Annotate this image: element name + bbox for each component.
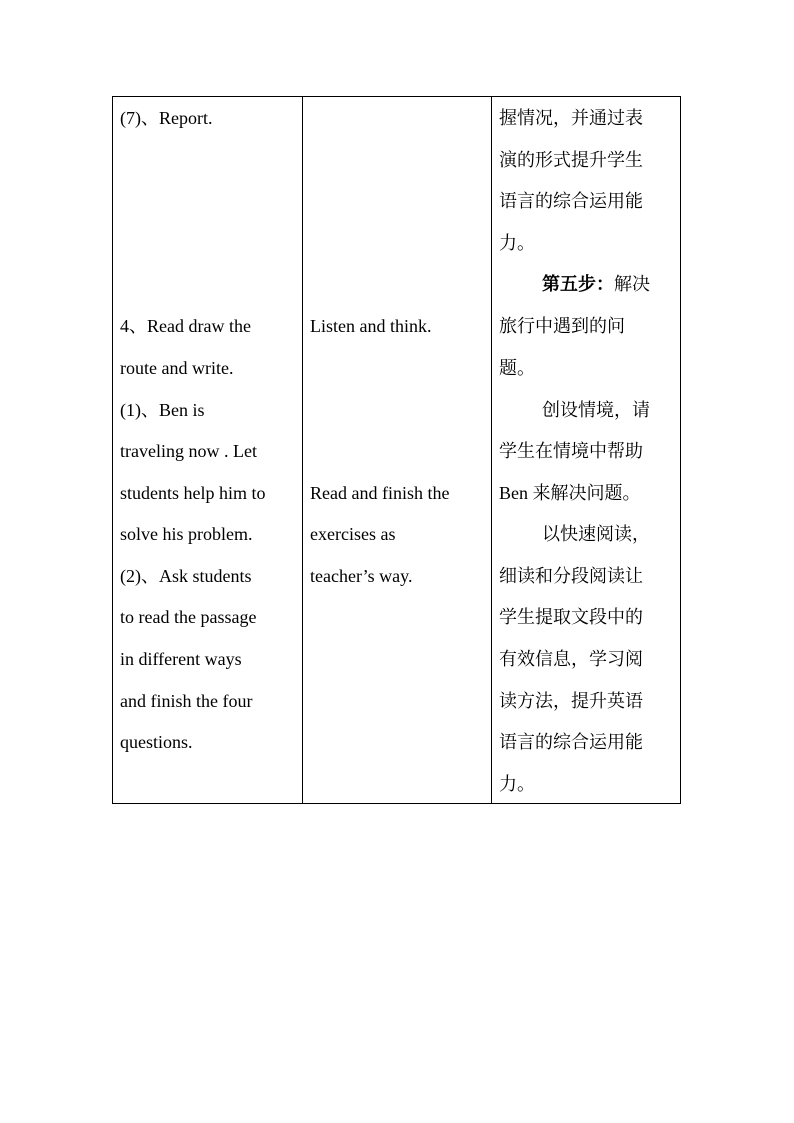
purpose-line: 力。 [499, 774, 535, 794]
teacher-line: (1)、Ben is [120, 400, 205, 420]
purpose-line: 语言的综合运用能 [499, 732, 643, 752]
student-line: exercises as [310, 524, 396, 544]
purpose-line: 读方法，提升英语 [499, 691, 643, 711]
student-line: Listen and think. [310, 316, 432, 336]
purpose-line: 以快速阅读， [542, 524, 650, 544]
lesson-plan-table [112, 96, 681, 804]
teacher-line: to read the passage [120, 607, 257, 627]
purpose-line: 创设情境，请 [542, 400, 650, 420]
student-activity-cell [303, 97, 492, 804]
student-line: teacher’s way. [310, 566, 413, 586]
purpose-line: 学生在情境中帮助 [499, 441, 643, 461]
teacher-line: questions. [120, 732, 193, 752]
purpose-line: 演的形式提升学生 [499, 150, 643, 170]
step-five-heading [499, 263, 676, 305]
purpose-line: 学生提取文段中的 [499, 607, 643, 627]
purpose-line: 题。 [499, 358, 535, 378]
teacher-line: 4、Read draw the [120, 316, 251, 336]
step-five-text: 解决 [614, 274, 650, 294]
purpose-line: Ben 来解决问题。 [499, 483, 641, 503]
teacher-line: (7)、Report. [120, 108, 213, 128]
purpose-line: 旅行中遇到的问 [499, 316, 625, 336]
purpose-line: 握情况，并通过表 [499, 108, 643, 128]
teacher-line: route and write. [120, 358, 234, 378]
teacher-line: traveling now . Let [120, 441, 257, 461]
teacher-line: students help him to [120, 483, 266, 503]
table-row [113, 97, 681, 804]
purpose-line: 有效信息，学习阅 [499, 649, 643, 669]
design-purpose-cell [492, 97, 681, 804]
teacher-line: in different ways [120, 649, 242, 669]
step-five-label: 第五步： [542, 274, 614, 294]
teacher-line: solve his problem. [120, 524, 253, 544]
teacher-activity-cell [113, 97, 303, 804]
purpose-line: 细读和分段阅读让 [499, 566, 643, 586]
teacher-line: (2)、Ask students [120, 566, 252, 586]
purpose-line: 语言的综合运用能 [499, 191, 643, 211]
student-line: Read and finish the [310, 483, 450, 503]
purpose-line: 力。 [499, 233, 535, 253]
teacher-line: and finish the four [120, 691, 253, 711]
